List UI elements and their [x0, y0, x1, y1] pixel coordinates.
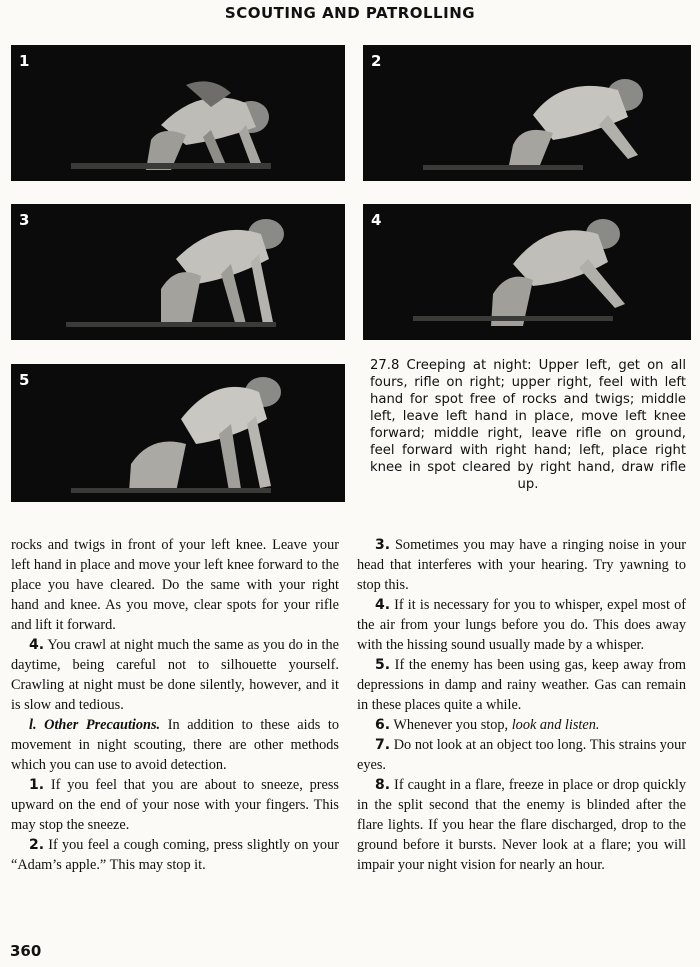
left-paragraph-3: [11, 775, 339, 835]
right-paragraph-4: [357, 715, 686, 735]
photo-3: [11, 204, 345, 340]
photo-4: [363, 204, 691, 340]
section-title: l. Other Precautions.: [29, 717, 161, 733]
section-other-precautions: [11, 715, 339, 775]
item-number: 4.: [29, 637, 45, 653]
photo-2: [363, 45, 691, 181]
photo-3-figure: [11, 204, 345, 340]
right-paragraph-5: [357, 735, 686, 775]
item-text: Do not look at an object too long. This strains your eyes.: [357, 737, 686, 773]
figure-caption: 27.8 Creeping at night: Upper left, get on all fours, rifle on right; upper right, feel with left hand for spot free of rocks and twigs; middle left, leave left hand in place, move left knee forward; middle right, leave rifle on ground, feel forward with right hand; left, place right knee in spot cleared by right hand, draw rifle up.: [370, 358, 686, 492]
photo-1-number: 1: [19, 52, 30, 70]
section-text: In addition to these aids to movement in night scouting, there are other methods which you can use to avoid detection.: [11, 717, 340, 773]
photo-5-figure: [11, 364, 345, 502]
page-number: 360: [10, 942, 42, 960]
photo-4-figure: [363, 204, 691, 340]
photo-2-number: 2: [371, 52, 382, 70]
item-text: You crawl at night much the same as you do in the daytime, being careful not to silhouette yourself. Crawling at night must be done silently, however, and it is slow and tedious.: [11, 637, 339, 713]
photo-1-figure: [11, 45, 345, 181]
item-text: Whenever you stop,: [390, 717, 512, 733]
photo-2-figure: [363, 45, 691, 181]
item-text: If you feel a cough coming, press slightly on your “Adam’s apple.” This may stop it.: [11, 837, 339, 873]
item-text: If caught in a flare, freeze in place or drop quickly in the split second that the enemy is blinded after the flare lights. If you hear the flare discharged, drop to the ground before it bursts. Never look at a flare; you will impair your night vision for nearly an hour.: [357, 777, 686, 873]
item-text: Sometimes you may have a ringing noise in your head that interferes with your hearing. Try yawning to stop this.: [357, 537, 686, 593]
item-text: If the enemy has been using gas, keep away from depressions in damp and rainy weather. Gas can remain in these places quite a while.: [357, 657, 686, 713]
item-number: 3.: [375, 537, 391, 553]
right-paragraph-3: [357, 655, 686, 715]
item-text: If you feel that you are about to sneeze, press upward on the end of your nose with your fingers. This may stop the sneeze.: [11, 777, 339, 833]
right-paragraph-6: [357, 775, 686, 875]
photo-5: [11, 364, 345, 502]
photo-1: [11, 45, 345, 181]
left-paragraph-2: [11, 635, 339, 715]
left-paragraph-4: [11, 835, 339, 875]
item-number: 4.: [375, 597, 391, 613]
item-number: 2.: [29, 837, 45, 853]
photo-3-number: 3: [19, 211, 30, 229]
running-head: SCOUTING AND PATROLLING: [224, 4, 476, 22]
item-number: 6.: [375, 717, 391, 733]
item-number: 7.: [375, 737, 391, 753]
photo-4-number: 4: [371, 211, 382, 229]
emphasis-text: look and listen.: [511, 717, 600, 733]
item-number: 8.: [375, 777, 391, 793]
right-column: [357, 535, 686, 875]
item-number: 5.: [375, 657, 391, 673]
photo-5-number: 5: [19, 371, 30, 389]
item-text: If it is necessary for you to whisper, expel most of the air from your lungs before you do. This does away with the hissing sound usually made by a whisper.: [357, 597, 686, 653]
item-number: 1.: [29, 777, 45, 793]
left-column: [11, 535, 339, 875]
left-paragraph-1: rocks and twigs in front of your left knee. Leave your left hand in place and move your left knee forward to the place you have cleared. Do the same with your right hand and knee. As you move, clear spots for your rifle and lift it forward.: [11, 537, 339, 633]
right-paragraph-1: [357, 535, 686, 595]
right-paragraph-2: [357, 595, 686, 655]
